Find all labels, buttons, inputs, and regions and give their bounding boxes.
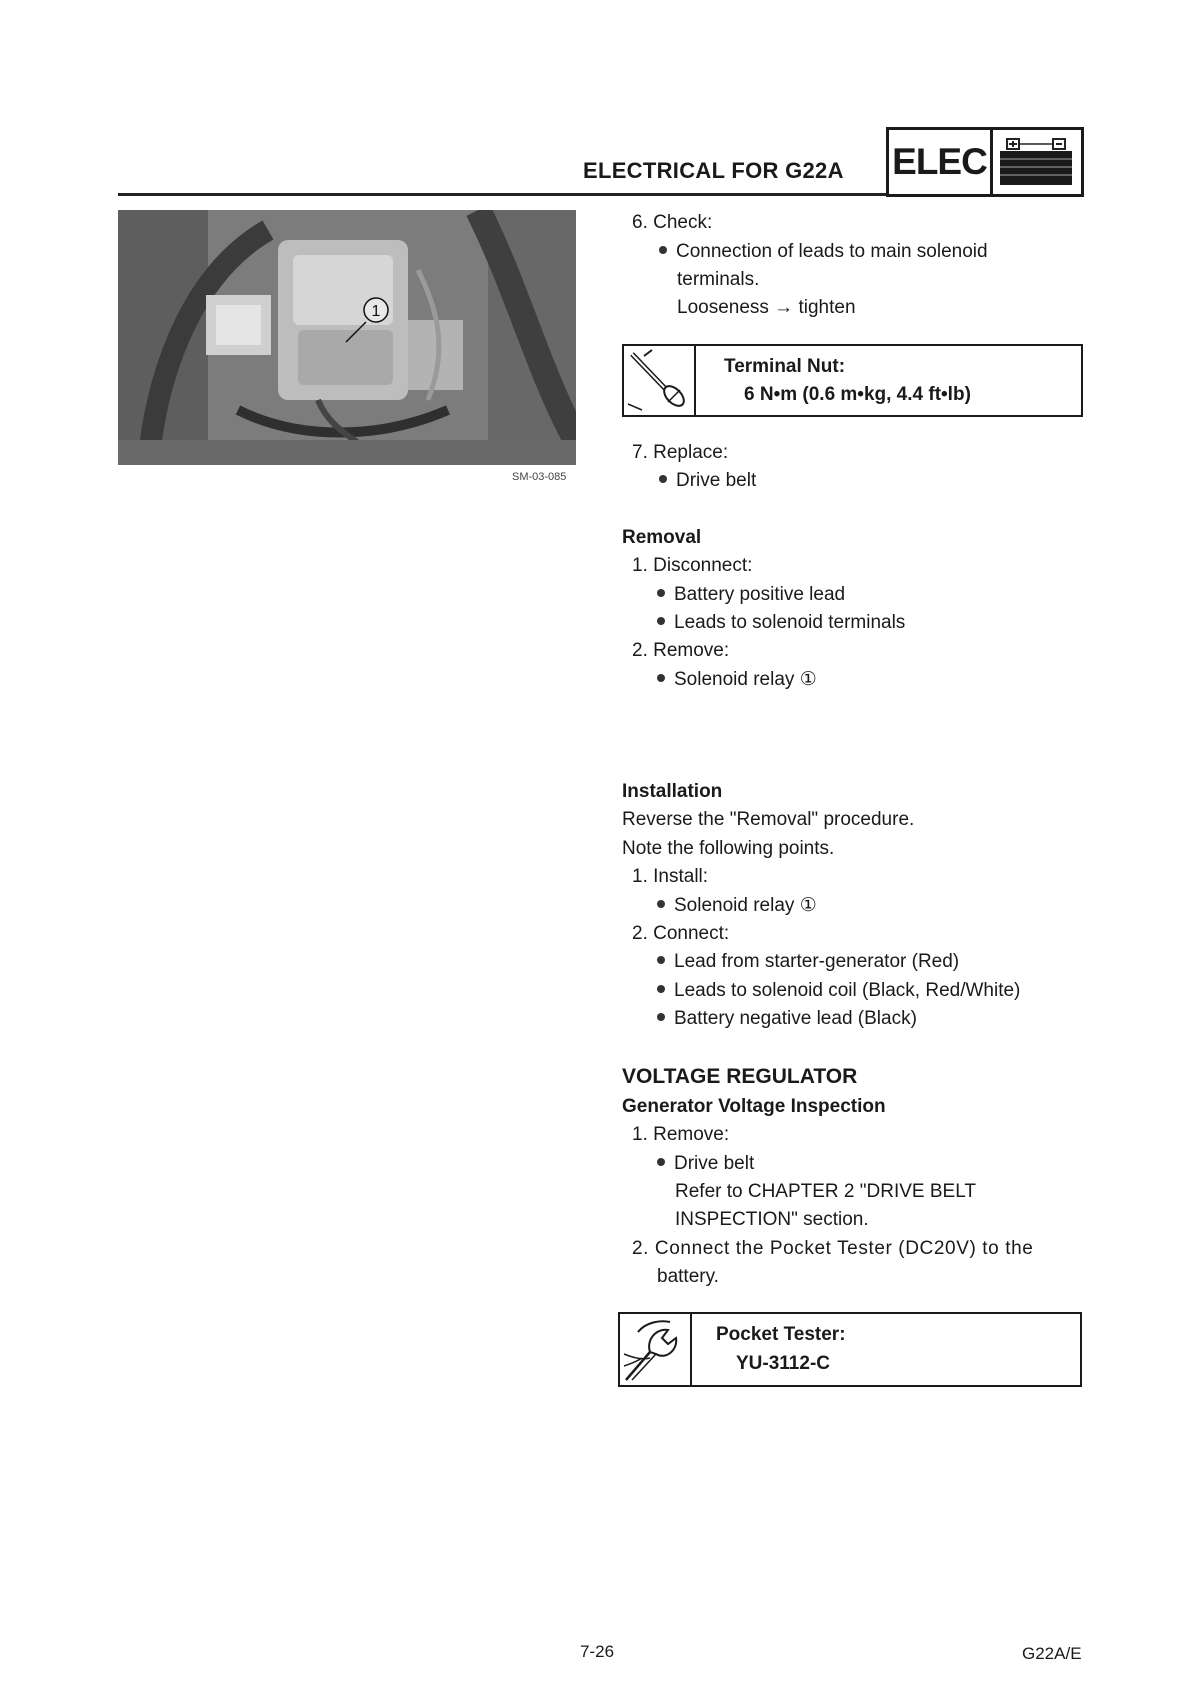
installation-step-2-bullet-3: Battery negative lead (Black) (657, 1005, 917, 1033)
removal-step-1-bullet-2: Leads to solenoid terminals (657, 609, 905, 637)
check-note: Looseness → tighten (677, 297, 856, 318)
check-bullet: Connection of leads to main solenoid (659, 238, 988, 266)
solenoid-photo (118, 210, 576, 465)
removal-step-2-bullet: Solenoid relay ① (657, 666, 817, 694)
torque-spec-box (622, 344, 1083, 417)
removal-step-1-bullet-1: Battery positive lead (657, 581, 845, 609)
installation-intro-1: Reverse the "Removal" procedure. (622, 809, 915, 830)
elec-badge (886, 127, 1084, 197)
voltage-regulator-heading: VOLTAGE REGULATOR (622, 1065, 858, 1088)
installation-heading: Installation (622, 781, 723, 802)
tester-spec-value: YU-3112-C (736, 1353, 830, 1374)
page-number: 7-26 (580, 1642, 615, 1661)
section-title: ELECTRICAL FOR G22A (583, 158, 844, 183)
installation-step-1: 1. Install: (632, 866, 709, 887)
step-7-label: 7. Replace: (632, 442, 729, 463)
voltage-step-1-bullet: Drive belt (657, 1150, 754, 1178)
voltage-step-1-ref-1: Refer to CHAPTER 2 "DRIVE BELT (675, 1181, 976, 1202)
torque-wrench-cell (624, 346, 696, 415)
check-bullet-continued: terminals. (677, 269, 760, 290)
installation-step-2: 2. Connect: (632, 923, 730, 944)
photo-illustration (118, 210, 576, 465)
battery-icon (997, 137, 1075, 187)
tester-spec-box (618, 1312, 1082, 1387)
installation-step-2-bullet-1: Lead from starter-generator (Red) (657, 948, 959, 976)
installation-intro-2: Note the following points. (622, 838, 835, 859)
torque-wrench-icon (624, 346, 692, 415)
photo-callout: 1 (371, 303, 381, 320)
voltage-step-1-ref-2: INSPECTION" section. (675, 1209, 869, 1230)
special-tool-icon (620, 1314, 688, 1385)
installation-step-1-bullet: Solenoid relay ① (657, 892, 817, 920)
installation-step-2-bullet-2: Leads to solenoid coil (Black, Red/White) (657, 977, 1020, 1005)
removal-step-2: 2. Remove: (632, 640, 730, 661)
voltage-step-2-line-1: 2. Connect the Pocket Tester (DC20V) to the (632, 1238, 1034, 1259)
model-code: G22A/E (1022, 1644, 1082, 1663)
removal-heading: Removal (622, 527, 702, 548)
voltage-step-2-line-2: battery. (657, 1266, 719, 1287)
elec-badge-label: ELEC (889, 130, 993, 194)
tester-spec-label: Pocket Tester: (716, 1324, 846, 1345)
removal-step-1: 1. Disconnect: (632, 555, 753, 576)
replace-bullet: Drive belt (659, 467, 756, 495)
voltage-step-1: 1. Remove: (632, 1124, 730, 1145)
photo-code: SM-03-085 (512, 471, 567, 483)
tester-icon-cell (620, 1314, 692, 1385)
step-6-label: 6. Check: (632, 212, 713, 233)
torque-spec-label: Terminal Nut: (724, 356, 846, 377)
generator-voltage-subheading: Generator Voltage Inspection (622, 1096, 886, 1117)
torque-spec-value: 6 N•m (0.6 m•kg, 4.4 ft•lb) (744, 384, 971, 405)
